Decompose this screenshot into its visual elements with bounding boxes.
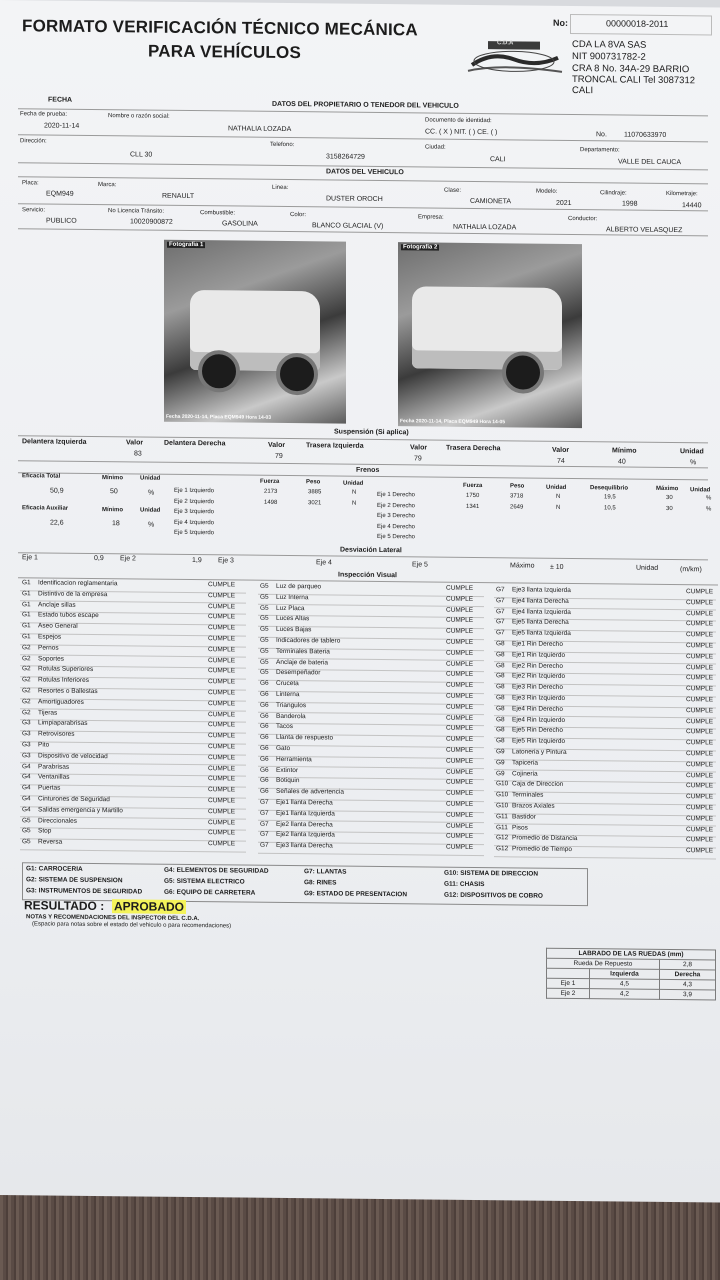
eficacia-total-value: 50,9 — [50, 487, 64, 495]
fecha-value: 2020-11-14 — [44, 122, 80, 130]
frenos-minimo-label: Mínimo — [102, 475, 123, 482]
company-city: CALI — [572, 84, 594, 97]
cilindraje-value: 1998 — [622, 200, 638, 208]
frenos-minimo-label: Mínimo — [102, 507, 123, 514]
eje1-label: Eje 1 — [22, 554, 38, 562]
inspeccion-item: G7 Eje3 llanta Izquierda CUMPLE — [494, 586, 716, 600]
eje5-label: Eje 5 — [412, 561, 428, 569]
inspeccion-item: G2 Rotulas Inferiores CUMPLE — [20, 676, 246, 690]
inspeccion-item: G7 Eje4 llanta Izquierda CUMPLE — [494, 608, 716, 622]
eficacia-total-minimo: 50 — [110, 488, 118, 496]
modelo-value: 2021 — [556, 199, 572, 207]
inspeccion-item: G5 Terminales Bateria CUMPLE — [258, 647, 484, 661]
inspeccion-item: G2 Resortes o Ballestas CUMPLE — [20, 687, 246, 701]
inspeccion-item: G5 Luces Bajas CUMPLE — [258, 626, 484, 640]
freno-eje-der-label: Eje 5 Derecho — [377, 533, 416, 541]
desviacion-maximo-value: ± 10 — [550, 563, 564, 571]
inspeccion-item: G4 Salidas emergencia y Martillo CUMPLE — [20, 806, 246, 820]
inspeccion-item: G7 Eje5 llanta Izquierda CUMPLE — [494, 629, 716, 643]
ciudad-value: CALI — [490, 156, 506, 164]
peso-header: Peso — [306, 479, 321, 486]
departamento-label: Departamento: — [580, 147, 620, 154]
freno-unidad: % — [706, 495, 712, 502]
resultado-value: APROBADO — [114, 899, 185, 914]
desviacion-unidad-value: (m/km) — [680, 566, 702, 574]
inspeccion-item: G12 Promedio de Distancia CUMPLE — [494, 835, 716, 849]
inspeccion-item: G10 Caja de Direccion CUMPLE — [494, 781, 716, 795]
licencia-label: No Licencia Tránsito: — [108, 208, 165, 215]
unidad-header: Unidad — [546, 484, 567, 491]
inspeccion-item: G7 Eje2 llanta Izquierda CUMPLE — [258, 831, 484, 845]
resultado-label: RESULTADO : — [24, 898, 105, 914]
document-number-label: No: — [553, 17, 568, 28]
eje2-label: Eje 2 — [120, 555, 136, 563]
marca-label: Marca: — [98, 182, 117, 189]
direccion-label: Dirección: — [20, 138, 47, 145]
inspeccion-item: G3 Dispositivo de velocidad CUMPLE — [20, 752, 246, 766]
inspeccion-item: G8 Eje3 Rin Derecho CUMPLE — [494, 683, 716, 697]
repuesto-label: Rueda De Repuesto — [547, 958, 660, 969]
inspeccion-item: G6 Linterna CUMPLE — [258, 691, 484, 705]
servicio-value: PUBLICO — [46, 217, 77, 225]
inspeccion-item: G5 Desempeñador CUMPLE — [258, 669, 484, 683]
inspeccion-item: G5 Luces Altas CUMPLE — [258, 615, 484, 629]
group-legend-item: G4: ELEMENTOS DE SEGURIDAD — [164, 866, 269, 875]
maximo-header: Máximo — [656, 485, 679, 493]
inspeccion-item: G1 Identificacion reglamentaria CUMPLE — [20, 579, 246, 593]
inspeccion-item: G10 Terminales CUMPLE — [494, 791, 716, 805]
inspeccion-item: G6 Cruceta CUMPLE — [258, 680, 484, 694]
suspension-di-label: Delantera Izquierda — [22, 438, 87, 446]
freno-eje-izq-label: Eje 4 Izquierdo — [174, 519, 215, 526]
telefono-label: Telefono: — [270, 141, 295, 149]
licencia-value: 10020900872 — [130, 218, 173, 226]
eficacia-aux-minimo: 18 — [112, 520, 120, 528]
eje3-label: Eje 3 — [218, 557, 234, 565]
suspension-dd-value: 79 — [275, 452, 283, 460]
color-label: Color: — [290, 212, 307, 219]
inspeccion-item: G4 Cinturones de Seguridad CUMPLE — [20, 795, 246, 809]
fuerza-header: Fuerza — [260, 478, 280, 485]
inspeccion-item: G4 Ventanillas CUMPLE — [20, 774, 246, 788]
freno-eje-izq-label: Eje 3 Izquierdo — [174, 508, 215, 516]
company-address-1: CRA 8 No. 34A-29 BARRIO — [572, 62, 690, 76]
inspeccion-item: G5 Indicadores de tablero CUMPLE — [258, 637, 484, 651]
eficacia-total-label: Eficacia Total — [22, 473, 61, 480]
inspeccion-item: G6 Herramienta CUMPLE — [258, 755, 484, 769]
freno-eje-der-unidad: N — [556, 504, 561, 511]
photo-1-caption: Fecha 2020-11-14, Placa EQM949 Hora 14-03 — [166, 413, 272, 421]
inspeccion-item: G6 Tacos CUMPLE — [258, 723, 484, 737]
inspeccion-item: G2 Rotulas Superiores CUMPLE — [20, 666, 246, 680]
documento-numero: 11070633970 — [624, 131, 667, 139]
freno-unidad: % — [706, 505, 712, 512]
inspeccion-item: G9 Tapiceria CUMPLE — [494, 759, 716, 773]
fuerza-header: Fuerza — [463, 482, 483, 490]
documento-label: Documento de identidad: — [425, 117, 492, 125]
freno-eje-der-label: Eje 2 Derecho — [377, 502, 416, 509]
owner-section-header: DATOS DEL PROPIETARIO O TENEDOR DEL VEHICULO — [272, 100, 459, 110]
suspension-valor-label: Valor — [126, 439, 144, 447]
eficacia-aux-value: 22,6 — [50, 519, 64, 527]
unidad-header: Unidad — [690, 487, 711, 494]
notas-subtitle: (Espacio para notas sobre el estado del vehiculo o para recomendaciones) — [32, 921, 232, 930]
freno-maximo: 30 — [666, 494, 673, 502]
desviacion-maximo-label: Máximo — [510, 562, 535, 570]
servicio-label: Servicio: — [22, 207, 46, 214]
group-legend-item: G6: EQUIPO DE CARRETERA — [164, 888, 256, 897]
marca-value: RENAULT — [162, 192, 195, 201]
vehicle-section-header: DATOS DEL VEHICULO — [326, 168, 404, 177]
company-nit: NIT 900731782-2 — [572, 50, 646, 63]
freno-eje-izq-peso: 3885 — [308, 489, 322, 496]
freno-eje-der-peso: 2649 — [510, 503, 524, 510]
inspeccion-item: G9 Cojineria CUMPLE — [494, 770, 716, 784]
inspeccion-item: G1 Distintivo de la empresa CUMPLE — [20, 590, 246, 604]
photo-2-label: Fotografia 2 — [403, 244, 438, 251]
ciudad-label: Ciudad: — [425, 144, 446, 151]
freno-eje-izq-label: Eje 2 Izquierdo — [174, 498, 215, 505]
desviacion-header: Desviación Lateral — [340, 546, 402, 555]
suspension-td-value: 74 — [557, 457, 565, 465]
freno-desequilibrio: 10,5 — [604, 504, 616, 511]
inspeccion-item: G6 Extintor CUMPLE — [258, 766, 484, 780]
freno-desequilibrio: 19,5 — [604, 494, 616, 501]
peso-header: Peso — [510, 483, 525, 490]
inspeccion-item: G7 Eje1 llanta Izquierda CUMPLE — [258, 809, 484, 823]
inspeccion-item: G7 Eje3 llanta Derecha CUMPLE — [258, 842, 484, 856]
linea-value: DUSTER OROCH — [326, 195, 383, 204]
inspeccion-item: G12 Promedio de Tiempo CUMPLE — [494, 845, 716, 859]
group-legend-item: G3: INSTRUMENTOS DE SEGURIDAD — [26, 887, 143, 896]
group-legend-item: G12: DISPOSITIVOS DE COBRO — [444, 891, 543, 900]
inspeccion-header: Inspección Visual — [338, 571, 398, 580]
photo-1-label: Fotografia 1 — [169, 241, 204, 249]
freno-eje-der-unidad: N — [556, 493, 561, 500]
suspension-valor-label: Valor — [268, 441, 286, 449]
kilometraje-label: Kilometraje: — [666, 190, 698, 198]
suspension-td-label: Trasera Derecha — [446, 444, 501, 453]
freno-eje-der-peso: 3718 — [510, 493, 524, 500]
eje2-value: 1,9 — [192, 557, 202, 565]
suspension-ti-value: 79 — [414, 455, 422, 463]
vehicle-photo-rear — [398, 242, 582, 428]
inspeccion-item: G5 Luz Interna CUMPLE — [258, 593, 484, 607]
freno-eje-der-label: Eje 3 Derecho — [377, 512, 416, 520]
freno-eje-izq-unidad: N — [352, 489, 357, 496]
placa-label: Placa: — [22, 180, 39, 187]
group-legend-item: G11: CHASIS — [444, 880, 485, 889]
inspeccion-item: G8 Eje5 Rin Derecho CUMPLE — [494, 727, 716, 741]
inspeccion-item: G5 Anclaje de bateria CUMPLE — [258, 658, 484, 672]
conductor-value: ALBERTO VELASQUEZ — [606, 226, 683, 235]
inspeccion-item: G5 Reversa CUMPLE — [20, 838, 246, 852]
suspension-minimo-value: 40 — [618, 458, 626, 466]
placa-value: EQM949 — [46, 190, 74, 198]
inspeccion-item: G9 Latoneria y Pintura CUMPLE — [494, 748, 716, 762]
inspeccion-item: G5 Stop CUMPLE — [20, 828, 246, 842]
freno-eje-der-fuerza: 1341 — [466, 503, 480, 510]
cilindraje-label: Cilindraje: — [600, 190, 627, 197]
group-legend-item: G2: SISTEMA DE SUSPENSION — [26, 876, 123, 885]
clase-label: Clase: — [444, 187, 462, 194]
suspension-minimo-label: Mínimo — [612, 447, 637, 455]
eje1-value: 0,9 — [94, 554, 104, 563]
inspeccion-item: G8 Eje5 Rin Izquierdo CUMPLE — [494, 737, 716, 751]
suspension-di-value: 83 — [134, 450, 142, 458]
inspeccion-item: G6 Llanta de respuesto CUMPLE — [258, 734, 484, 748]
freno-eje-der-fuerza: 1750 — [466, 492, 480, 500]
suspension-valor-label: Valor — [410, 444, 428, 452]
company-name: CDA LA 8VA SAS — [572, 38, 647, 51]
eficacia-aux-label: Eficacia Auxiliar — [22, 505, 69, 512]
inspeccion-item: G5 Direccionales CUMPLE — [20, 817, 246, 831]
company-address-2: TRONCAL CALI Tel 3087312 — [572, 73, 696, 87]
derecha-header: Derecha — [659, 969, 715, 980]
inspeccion-item: G2 Pernos CUMPLE — [20, 644, 246, 658]
inspeccion-item: G8 Eje1 Rin Izquierdo CUMPLE — [494, 651, 716, 665]
inspeccion-item: G8 Eje3 Rin Izquierdo CUMPLE — [494, 694, 716, 708]
telefono-value: 3158264729 — [326, 153, 365, 161]
empresa-label: Empresa: — [418, 214, 444, 221]
inspeccion-item: G1 Estado tubos escape CUMPLE — [20, 612, 246, 626]
inspeccion-item: G8 Eje2 Rin Izquierdo CUMPLE — [494, 673, 716, 687]
group-legend-item: G8: RINES — [304, 879, 337, 887]
labrado-title: LABRADO DE LAS RUEDAS (mm) — [547, 948, 716, 960]
group-legend-item: G1: CARROCERIA — [26, 865, 83, 873]
inspeccion-item: G8 Eje1 Rin Derecho CUMPLE — [494, 640, 716, 654]
nombre-value: NATHALIA LOZADA — [228, 125, 292, 134]
inspeccion-item: G6 Triangulos CUMPLE — [258, 701, 484, 715]
departamento-value: VALLE DEL CAUCA — [618, 158, 682, 167]
inspeccion-item: G7 Eje4 llanta Derecha CUMPLE — [494, 597, 716, 611]
inspeccion-item: G7 Eje1 llanta Derecha CUMPLE — [258, 799, 484, 813]
color-value: BLANCO GLACIAL (V) — [312, 222, 384, 231]
group-legend-item: G7: LLANTAS — [304, 868, 347, 876]
izquierda-header: Izquierda — [589, 969, 659, 980]
combustible-label: Combustible: — [200, 210, 236, 217]
freno-eje-izq-label: Eje 1 Izquierdo — [174, 487, 215, 495]
suspension-unidad-value: % — [690, 459, 697, 467]
inspeccion-item: G7 Eje2 llanta Derecha CUMPLE — [258, 820, 484, 834]
inspeccion-item: G1 Espejos CUMPLE — [20, 633, 246, 647]
nombre-label: Nombre o razón social: — [108, 113, 170, 120]
inspeccion-item: G11 Bastidor CUMPLE — [494, 813, 716, 827]
documento-tipos: CC. ( X ) NIT. ( ) CE. ( ) — [425, 128, 498, 137]
inspeccion-item: G11 Pisos CUMPLE — [494, 824, 716, 838]
inspeccion-item: G8 Eje2 Rin Derecho CUMPLE — [494, 662, 716, 676]
inspeccion-item: G1 Anclaje sillas CUMPLE — [20, 601, 246, 615]
inspeccion-item: G2 Soportes CUMPLE — [20, 655, 246, 669]
inspeccion-item: G8 Eje4 Rin Derecho CUMPLE — [494, 705, 716, 719]
inspeccion-item: G2 Tijeras CUMPLE — [20, 709, 246, 723]
labrado-empty-cell — [547, 968, 590, 978]
eficacia-aux-unidad: % — [148, 521, 155, 529]
inspeccion-item: G1 Aseo General CUMPLE — [20, 622, 246, 636]
documento-no-label: No. — [596, 131, 607, 139]
labrado-row: Eje 2 4,2 3,9 — [547, 988, 716, 1000]
inspeccion-item: G6 Banderola CUMPLE — [258, 712, 484, 726]
desequilibrio-header: Desequilibrio — [590, 485, 629, 492]
freno-eje-izq-peso: 3021 — [308, 499, 322, 506]
vehicle-photo-front — [164, 240, 346, 424]
inspeccion-item: G6 Señales de advertencia CUMPLE — [258, 788, 484, 802]
eficacia-total-unidad: % — [148, 489, 155, 497]
inspeccion-item: G6 Botiquin CUMPLE — [258, 777, 484, 791]
freno-eje-izq-fuerza: 1498 — [264, 499, 278, 506]
inspeccion-item: G5 Luz de parqueo CUMPLE — [258, 583, 484, 597]
freno-eje-izq-fuerza: 2173 — [264, 488, 278, 495]
freno-eje-der-label: Eje 1 Derecho — [377, 491, 416, 499]
modelo-label: Modelo: — [536, 188, 558, 195]
inspeccion-item: G10 Brazos Axiales CUMPLE — [494, 802, 716, 816]
conductor-label: Conductor: — [568, 215, 598, 223]
group-legend-item: G10: SISTEMA DE DIRECCION — [444, 869, 539, 878]
freno-maximo: 30 — [666, 505, 673, 512]
inspeccion-item: G3 Pito CUMPLE — [20, 741, 246, 755]
fecha-section-header: FECHA — [48, 96, 73, 104]
clase-value: CAMIONETA — [470, 197, 512, 206]
desviacion-unidad-label: Unidad — [636, 564, 659, 572]
group-legend-item: G5: SISTEMA ELECTRICO — [164, 877, 245, 886]
inspeccion-item: G3 Limpiaparabrisas CUMPLE — [20, 720, 246, 734]
labrado-row: Eje 1 4,5 4,3 — [547, 978, 716, 990]
combustible-value: GASOLINA — [222, 220, 258, 228]
suspension-unidad-label: Unidad — [680, 448, 704, 456]
frenos-unidad-label: Unidad — [140, 475, 161, 482]
freno-eje-izq-unidad: N — [352, 500, 357, 507]
eje4-label: Eje 4 — [316, 559, 332, 567]
document-number: 00000018-2011 — [606, 18, 669, 29]
inspeccion-item: G5 Luz Placa CUMPLE — [258, 604, 484, 618]
fecha-label: Fecha de prueba: — [20, 111, 68, 118]
kilometraje-value: 14440 — [682, 202, 702, 210]
inspeccion-item: G3 Retrovisores CUMPLE — [20, 730, 246, 744]
suspension-ti-label: Trasera Izquierda — [306, 442, 364, 450]
cda-logo — [462, 37, 566, 80]
inspeccion-item: G8 Eje4 Rin Izquierdo CUMPLE — [494, 716, 716, 730]
direccion-value: CLL 30 — [130, 151, 153, 159]
inspeccion-item: G7 Eje5 llanta Derecha CUMPLE — [494, 619, 716, 633]
empresa-value: NATHALIA LOZADA — [453, 223, 517, 232]
suspension-valor-label: Valor — [552, 446, 570, 454]
inspeccion-item: G6 Gato CUMPLE — [258, 745, 484, 759]
document-title-line1: FORMATO VERIFICACIÓN TÉCNICO MECÁNICA — [22, 16, 418, 40]
unidad-header: Unidad — [343, 480, 364, 487]
group-legend-item: G9: ESTADO DE PRESENTACION — [304, 890, 408, 899]
inspeccion-item: G4 Parabrisas CUMPLE — [20, 763, 246, 777]
labrado-ruedas-table — [546, 948, 716, 1001]
repuesto-value: 2,8 — [659, 959, 715, 970]
frenos-unidad-label: Unidad — [140, 507, 161, 514]
notas-title: NOTAS Y RECOMENDACIONES DEL INSPECTOR DEL C.D.A. — [26, 914, 200, 923]
inspeccion-item: G2 Amortiguadores CUMPLE — [20, 698, 246, 712]
photo-2-caption: Fecha 2020-11-14, Placa EQM949 Hora 14-05 — [400, 418, 506, 426]
frenos-header: Frenos — [356, 466, 380, 474]
freno-eje-izq-label: Eje 5 Izquierdo — [174, 529, 215, 537]
cda-logo-text: C.D.A — [497, 40, 514, 47]
linea-label: Linea: — [272, 184, 289, 192]
document-title-line2: PARA VEHÍCULOS — [148, 41, 301, 63]
suspension-dd-label: Delantera Derecha — [164, 439, 226, 448]
freno-eje-der-label: Eje 4 Derecho — [377, 523, 416, 530]
suspension-header: Suspensión (Si aplica) — [334, 428, 409, 437]
inspeccion-item: G4 Puertas CUMPLE — [20, 784, 246, 798]
